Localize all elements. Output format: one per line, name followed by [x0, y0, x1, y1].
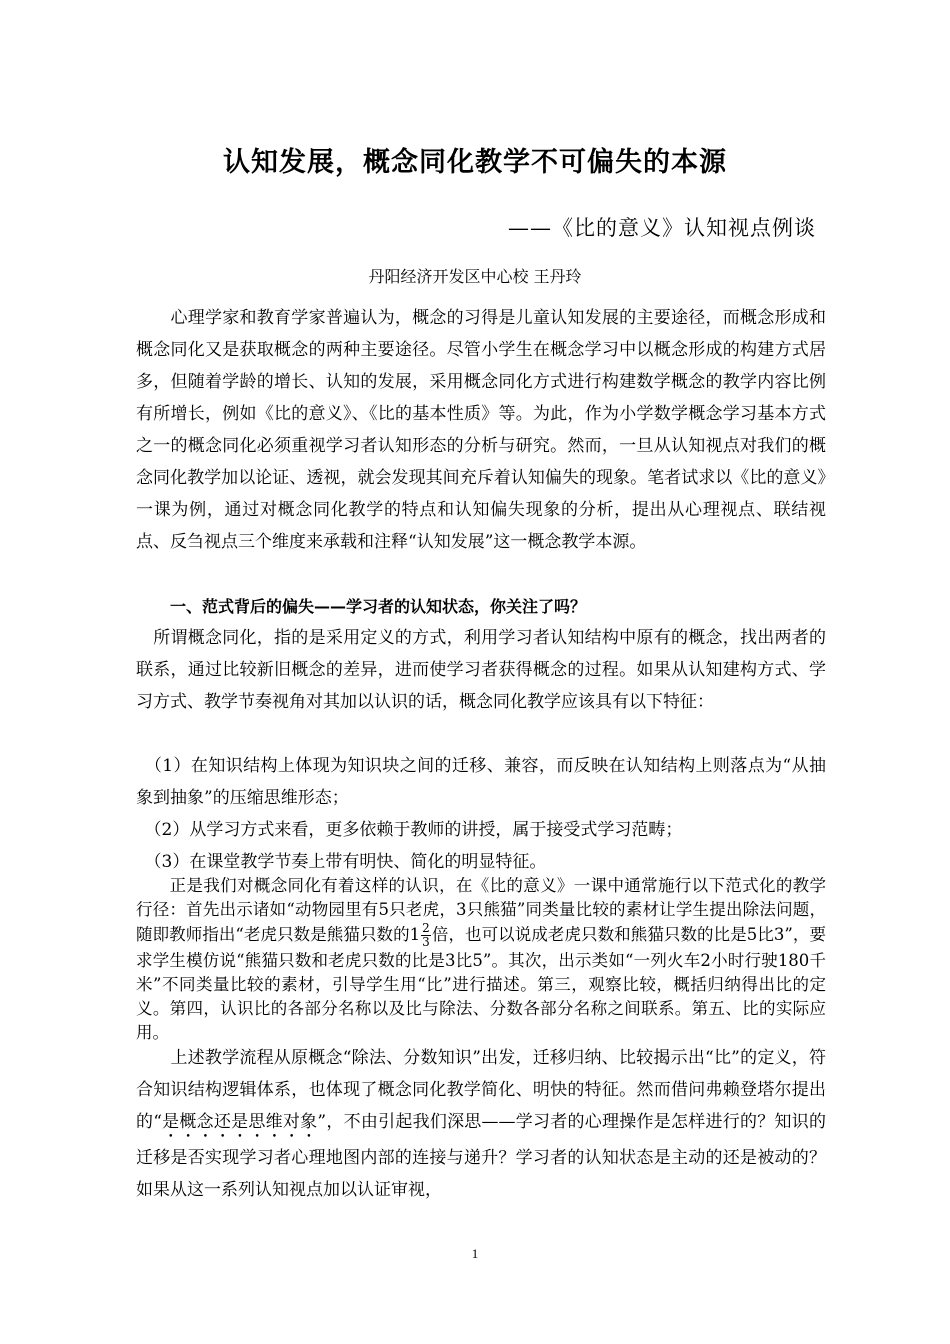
page-subtitle: ——《比的意义》认知视点例谈 — [508, 216, 816, 240]
intro-paragraph: 心理学家和教育学家普遍认为，概念的习得是儿童认知发展的主要途径，而概念形成和概念同化又是获取概念的两种主要途径。尽管小学生在概念学习中以概念形成的构建方式居多，但随着学龄的增长、认知的发展，采用概念同化方式进行构建数学概念的教学内容比例有所增长，例如《比的意义》、《比的基本性质》等。为此，作为小学数学概念学习基本方式之一的概念同化必须重视学习者认知形态的分析与研究。然而，一旦从认知视点对我们的概念同化教学加以论证、透视，就会发现其间充斥着认知偏失的现象。笔者试求以《比的意义》一课为例，通过对概念同化教学的特点和认知偏失现象的分析，提出从心理视点、联结视点、反刍视点三个维度来承载和注释“认知发展”这一概念教学本源。 — [136, 308, 826, 552]
fraction-numerator: 2 — [422, 921, 430, 935]
feature-item-2: （2）从学习方式来看，更多依赖于教师的讲授，属于接受式学习范畴； — [136, 820, 683, 840]
page-title: 认知发展，概念同化教学不可偏失的本源 — [223, 147, 727, 178]
definition-paragraph: 所谓概念同化，指的是采用定义的方式，利用学习者认知结构中原有的概念，找出两者的联系，通过比较新旧概念的差异，进而使学习者获得概念的过程。如果从认知建构方式、学习方式、教学节奏视角对其加以认识的话，概念同化教学应该具有以下特征： — [136, 628, 826, 712]
feature-item-3: （3）在课堂教学节奏上带有明快、简化的明显特征。 — [136, 852, 547, 872]
emphasized-phrase: 是概念还是思维对象 — [161, 1112, 318, 1132]
page-number: 1 — [471, 1246, 479, 1261]
reflection-text-a: 上述教学流程从原概念“除法、分数知识”出发，迁移归纳、比较揭示出“比”的定义，符合知识结构逻辑体系，也体现了概念同化教学简化、明快的特征。然而借问弗赖登塔尔提出的“ — [136, 1048, 826, 1132]
feature-item-1: （1）在知识结构上体现为知识块之间的迁移、兼容，而反映在认知结构上则落点为“从抽象到抽象”的压缩思维形态； — [136, 756, 826, 808]
paradigm-paragraph — [136, 874, 826, 1045]
fraction-denominator: 3 — [422, 935, 430, 949]
fraction — [421, 922, 431, 949]
section-heading: 一、范式背后的偏失——学习者的认知状态，你关注了吗？ — [170, 597, 587, 616]
paradigm-text-a: 正是我们对概念同化有着这样的认识，在《比的意义》一课中通常施行以下范式化的教学行径：首先出示诸如“动物园里有5只老虎，3只熊猫”同类量比较的素材让学生提出除法问题，随即教师指出“老虎只数是熊猫只数的1 — [136, 876, 826, 944]
reflection-text-b: ”，不由引起我们深思——学习者的心理操作是怎样进行的？知识的迁移是否实现学习者心理地图内部的连接与递升？学习者的认知状态是主动的还是被动的？如果从这一系列认知视点加以认证审视， — [136, 1112, 826, 1200]
author-line: 丹阳经济开发区中心校 王丹玲 — [368, 267, 582, 286]
paradigm-text-b: 倍，也可以说成老虎只数和熊猫只数的比是5比3”，要求学生模仿说“熊猫只数和老虎只数的比是3比5”。其次，出示类如“一列火车2小时行驶180千米”不同类量比较的素材，引导学生用“比”进行描述。第三，观察比较，概括归纳得出比的定义。第四，认识比的各部分名称以及比与除法、分数各部分名称之间联系。第五、比的实际应用。 — [136, 925, 826, 1042]
reflection-paragraph — [136, 1042, 826, 1206]
